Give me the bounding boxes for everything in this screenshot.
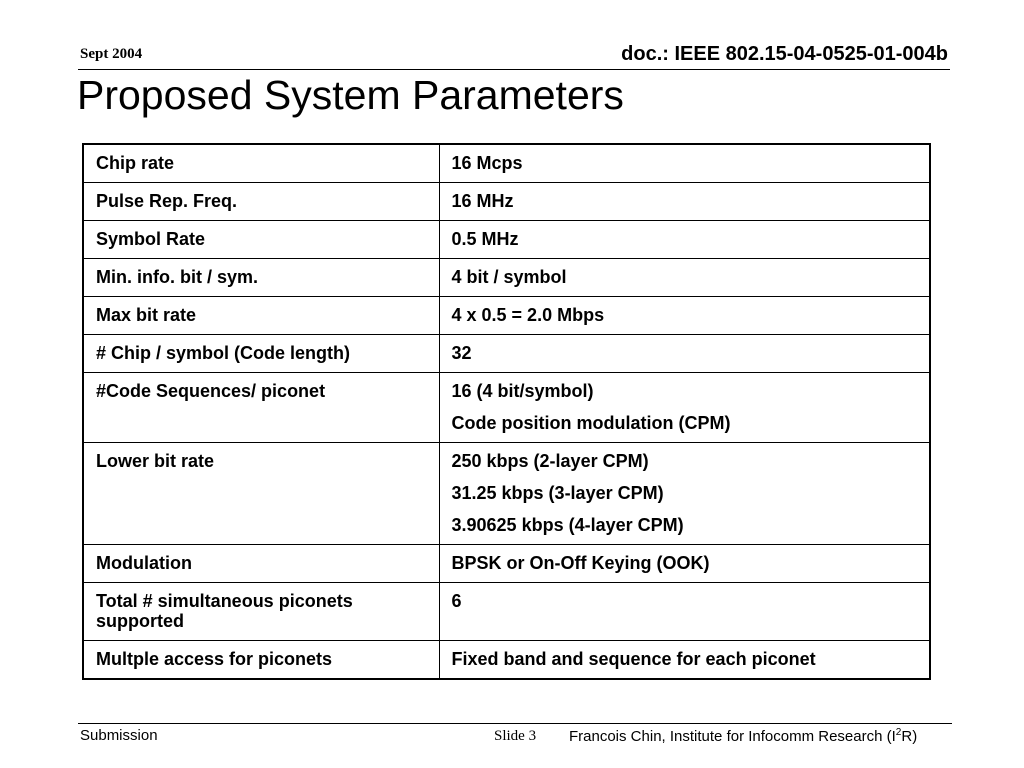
parameter-value-cell <box>439 259 930 297</box>
footer-submission: Submission <box>80 727 158 744</box>
slide-label: Slide <box>494 728 525 744</box>
table-row <box>83 545 930 583</box>
table-row <box>83 259 930 297</box>
parameter-value-cell <box>439 297 930 335</box>
table-row <box>83 583 930 641</box>
parameter-name-cell: Multple access for piconets <box>83 641 439 680</box>
parameter-value-cell <box>439 545 930 583</box>
parameter-name-cell: Modulation <box>83 545 439 583</box>
table-row <box>83 641 930 680</box>
parameter-value: Fixed band and sequence for each piconet <box>451 649 816 669</box>
table-row <box>83 443 930 545</box>
slide-number: 3 <box>528 728 537 744</box>
parameters-table-body <box>83 144 930 679</box>
parameter-name-cell: Min. info. bit / sym. <box>83 259 439 297</box>
table-row <box>83 335 930 373</box>
parameter-name-cell: Max bit rate <box>83 297 439 335</box>
parameter-value-cell <box>439 443 930 545</box>
parameter-value-cell <box>439 183 930 221</box>
parameter-value: 250 kbps (2-layer CPM) <box>451 451 649 471</box>
parameter-value-cell <box>439 641 930 680</box>
table-row <box>83 373 930 443</box>
parameter-value: 31.25 kbps (3-layer CPM) <box>451 483 664 503</box>
parameter-value: 32 <box>451 343 472 363</box>
parameter-value: 16 (4 bit/symbol) <box>451 381 594 401</box>
parameter-value-cell <box>439 373 930 443</box>
table-row <box>83 221 930 259</box>
footer-divider <box>78 723 952 724</box>
table-row <box>83 183 930 221</box>
parameter-value: 16 Mcps <box>451 153 523 173</box>
footer-author <box>569 727 917 745</box>
table-row <box>83 144 930 183</box>
author-text-end: R) <box>901 728 918 745</box>
parameter-name-cell: # Chip / symbol (Code length) <box>83 335 439 373</box>
parameter-name-cell: Lower bit rate <box>83 443 439 545</box>
footer-slide-number <box>494 728 536 745</box>
parameter-value: 3.90625 kbps (4-layer CPM) <box>451 515 684 535</box>
parameter-value: 4 x 0.5 = 2.0 Mbps <box>451 305 605 325</box>
parameter-value-cell <box>439 335 930 373</box>
parameter-value: 6 <box>451 591 462 611</box>
parameter-value-cell <box>439 583 930 641</box>
parameter-value-cell <box>439 221 930 259</box>
parameter-name-cell: Total # simultaneous piconets supported <box>83 583 439 641</box>
parameter-value: Code position modulation (CPM) <box>451 413 731 433</box>
parameter-name-cell: Chip rate <box>83 144 439 183</box>
parameter-value: BPSK or On-Off Keying (OOK) <box>451 553 710 573</box>
document-id: doc.: IEEE 802.15-04-0525-01-004b <box>621 43 948 65</box>
parameter-name-cell: Symbol Rate <box>83 221 439 259</box>
table-row <box>83 297 930 335</box>
parameters-table <box>82 143 931 680</box>
slide-title: Proposed System Parameters <box>77 72 624 118</box>
author-superscript: 2 <box>895 727 902 738</box>
parameter-value-cell <box>439 144 930 183</box>
parameter-value: 16 MHz <box>451 191 514 211</box>
parameter-name-cell: Pulse Rep. Freq. <box>83 183 439 221</box>
author-text: Francois Chin, Institute for Infocomm Research (I <box>569 728 896 745</box>
header-date: Sept 2004 <box>80 46 143 62</box>
parameter-value: 4 bit / symbol <box>451 267 567 287</box>
parameter-value: 0.5 MHz <box>451 229 519 249</box>
parameter-name-cell: #Code Sequences/ piconet <box>83 373 439 443</box>
